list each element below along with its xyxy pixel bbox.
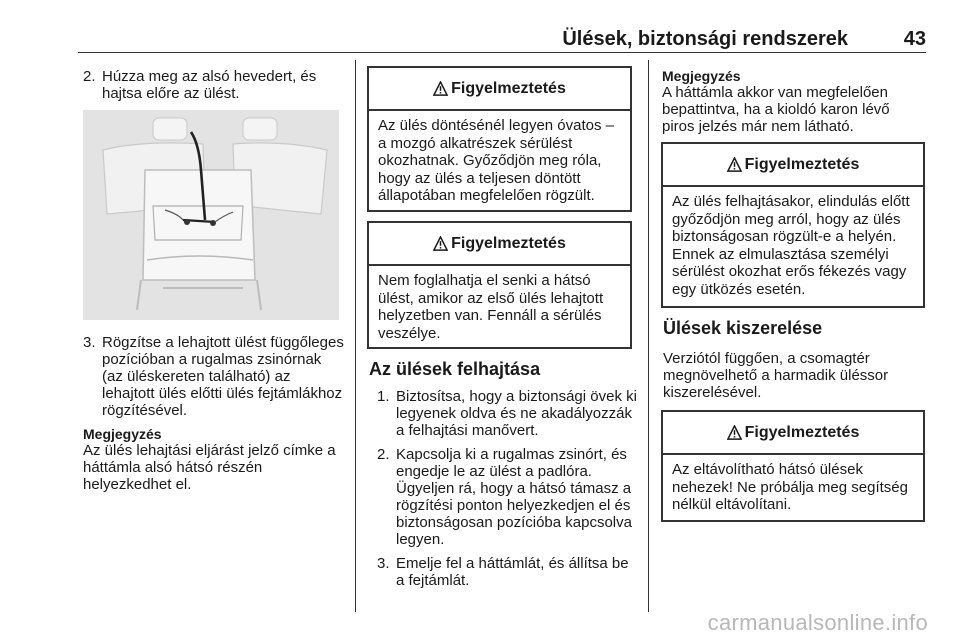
warning-title: Figyelmeztetés <box>451 79 566 97</box>
warning-box <box>367 221 632 349</box>
warning-header <box>369 223 630 266</box>
column-divider-2 <box>648 60 649 612</box>
step-number: 3. <box>83 334 96 351</box>
warning-header <box>369 68 630 111</box>
step-item <box>83 334 345 419</box>
column-2-steps <box>377 388 637 596</box>
warning-title: Figyelmeztetés <box>744 155 860 173</box>
step-item <box>83 68 345 102</box>
step-number: 1. <box>377 388 390 405</box>
warning-text: Nem foglalhatja el senki a hátsó ülést, amikor az első ülés lehajtott helyzetben van. Fennáll a sérülés veszélye. <box>378 272 604 342</box>
warning-title: Figyelmeztetés <box>744 423 860 441</box>
note-heading: Megjegyzés <box>662 68 741 84</box>
column-1-lower <box>83 334 345 493</box>
warning-title: Figyelmeztetés <box>451 234 566 252</box>
step-text: Rögzítse a lehajtott ülést függőleges pozícióban a rugalmas zsinórnak (az üléskereten található) az lehajtott ülés előtti ülés fejtámlákhoz rögzítésével. <box>102 334 344 419</box>
warning-text: Az ülés felhajtásakor, elindulás előtt győződjön meg arról, hogy az ülés biztonságosan rögzült-e a helyén. Ennek az elmulasztása személyi sérülést okozhat erős fékezés vagy egy ütközés esetén. <box>672 193 910 298</box>
step-item <box>377 388 637 439</box>
step-number: 2. <box>83 68 96 85</box>
watermark: carmanualsonline.info <box>707 610 928 635</box>
section-heading: Az ülések felhajtása <box>369 359 541 379</box>
warning-box <box>367 66 632 212</box>
step-text: Biztosítsa, hogy a biztonsági övek ki legyenek oldva és ne akadályozzák a felhajtási manővert. <box>396 388 637 439</box>
warning-text: Az ülés döntésénél legyen óvatos – a mozgó alkatrészek sérülést okozhatnak. Győződjön meg róla, hogy az ülés a teljesen döntött állapotában megfelelően rögzült. <box>378 117 614 204</box>
section-heading: Ülések kiszerelése <box>663 318 823 338</box>
column-3-note <box>662 68 924 135</box>
column-1 <box>83 68 345 109</box>
header-rule <box>78 52 926 53</box>
page-number: 43 <box>903 28 926 50</box>
step-text: Emelje fel a háttámlát, és állítsa be a fejtámlát. <box>396 555 629 589</box>
seat-folding-illustration <box>83 110 339 320</box>
note-text: A háttámla akkor van megfelelően bepattintva, ha a kioldó karon lévő piros jelzés már nem látható. <box>662 84 890 135</box>
warning-header <box>663 144 923 187</box>
step-number: 3. <box>377 555 390 572</box>
warning-box <box>661 410 925 522</box>
warning-header <box>663 412 923 455</box>
warning-box <box>661 142 925 308</box>
note-heading: Megjegyzés <box>83 426 162 442</box>
note-text: Az ülés lehajtási eljárást jelző címke a háttámla alsó hátsó részén helyezkedhet el. <box>83 442 336 493</box>
warning-triangle-icon <box>727 157 742 172</box>
step-number: 2. <box>377 446 390 463</box>
chapter-title: Ülések, biztonsági rendszerek <box>562 28 848 50</box>
warning-triangle-icon <box>433 81 448 96</box>
warning-text: Az eltávolítható hátsó ülések nehezek! Ne próbálja meg segítség nélkül eltávolítani. <box>672 461 908 513</box>
page-header <box>78 28 926 50</box>
warning-triangle-icon <box>433 236 448 251</box>
column-divider-1 <box>355 60 356 612</box>
section-text: Verziótól függően, a csomagtér megnövelhető a harmadik üléssor kiszerelésével. <box>663 350 889 401</box>
step-text: Húzza meg az alsó hevedert, és hajtsa előre az ülést. <box>102 68 317 102</box>
step-text: Kapcsolja ki a rugalmas zsinórt, és engedje le az ülést a padlóra. Ügyeljen rá, hogy a hátsó támasz a rögzítési ponton helyezkedjen el és biztonságosan pozícióba kapcsolva legyen. <box>396 446 632 548</box>
step-item <box>377 555 637 589</box>
warning-triangle-icon <box>727 425 742 440</box>
step-item <box>377 446 637 548</box>
